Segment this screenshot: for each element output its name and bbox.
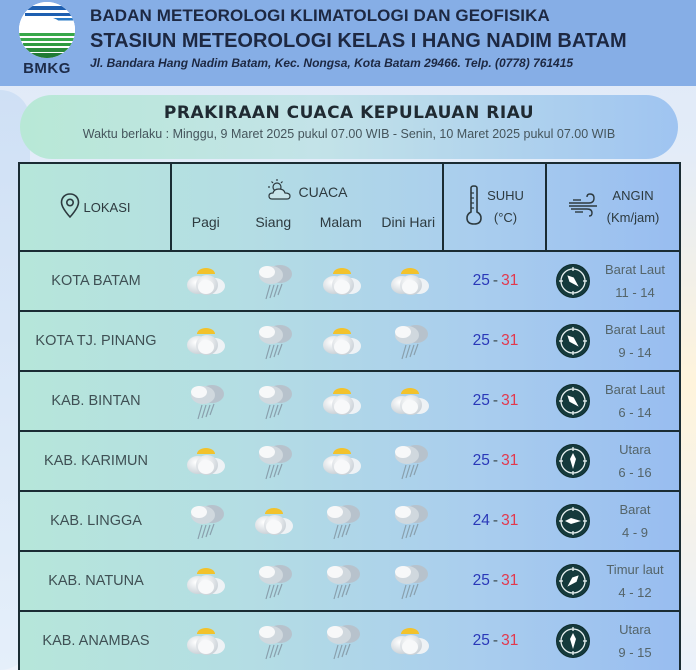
wind-direction: Barat Laut [605,382,665,397]
temp-separator: - [492,452,499,469]
cell-suhu [444,492,547,550]
cell-suhu [444,312,547,370]
light-rain-icon [240,321,308,361]
cell-cuaca [172,612,444,670]
partly-cloudy-icon [376,264,444,298]
station-name: STASIUN METEOROLOGI KELAS I HANG NADIM BATAM [90,30,627,52]
header-angin [547,164,679,250]
period-dini-hari: Dini Hari [381,214,436,230]
forecast-validity: Waktu berlaku : Minggu, 9 Maret 2025 pukul 07.00 WIB - Senin, 10 Maret 2025 pukul 07.00 WIB [82,127,616,141]
cell-lokasi [20,432,172,490]
cell-angin [547,372,679,430]
cell-lokasi [20,552,172,610]
partly-cloudy-icon [376,384,444,418]
cell-suhu [444,552,547,610]
station-address: Jl. Bandara Hang Nadim Batam, Kec. Nongsa, Kota Batam 29466. Telp. (0778) 761415 [90,56,574,70]
location-name: KAB. BINTAN [51,393,141,409]
light-rain-icon [376,561,444,601]
wind-direction: Utara [619,622,651,637]
table-row-kab-karimun [20,432,679,492]
temperature-range [444,612,547,670]
temp-separator: - [492,332,499,349]
wind-direction: Barat [619,502,651,517]
cell-cuaca [172,552,444,610]
header-lokasi-label: LOKASI [83,199,131,215]
cell-suhu [444,252,547,310]
compass-northwest-icon [555,263,591,299]
header-lokasi [20,164,172,250]
table-row-kab-anambas [20,612,679,670]
wind-direction: Barat Laut [605,322,665,337]
table-header-row [20,164,679,252]
partly-cloudy-icon [172,264,240,298]
wind-speed: 9 - 15 [618,645,652,660]
cell-lokasi [20,612,172,670]
wind-speed: 4 - 12 [618,585,652,600]
partly-cloudy-icon [172,564,240,598]
table-row-kab-natuna [20,552,679,612]
temp-max: 31 [501,512,519,529]
temp-min: 25 [472,272,490,289]
header-bar [0,0,696,86]
light-rain-icon [240,261,308,301]
wind-icon [567,192,603,223]
temp-min: 25 [472,332,490,349]
temp-max: 31 [501,332,519,349]
location-name: KAB. ANAMBAS [42,633,150,649]
partly-cloudy-icon [308,444,376,478]
partly-cloudy-icon [172,444,240,478]
temp-min: 25 [472,452,490,469]
compass-north-icon [555,443,591,479]
thermometer-icon [465,185,483,230]
temp-min: 25 [472,572,490,589]
partly-cloudy-icon [240,504,308,538]
cell-lokasi [20,372,172,430]
light-rain-icon [376,321,444,361]
bmkg-logo [16,2,78,84]
light-rain-icon [308,561,376,601]
temp-separator: - [492,272,499,289]
cell-angin [547,312,679,370]
header-cuaca-label: CUACA [298,183,348,200]
partly-cloudy-icon [308,384,376,418]
light-rain-icon [376,501,444,541]
light-rain-icon [240,441,308,481]
location-name: KAB. NATUNA [48,573,144,589]
cell-cuaca [172,252,444,310]
compass-northwest-icon [555,383,591,419]
compass-west-icon [555,503,591,539]
wind-speed: 4 - 9 [621,525,648,540]
temp-separator: - [492,632,499,649]
sun-cloud-icon [266,178,294,205]
table-row-kab-bintan [20,372,679,432]
light-rain-icon [240,381,308,421]
cell-cuaca [172,312,444,370]
period-siang: Siang [255,214,292,230]
wind-direction: Utara [619,442,651,457]
table-row-kota-batam [20,252,679,312]
light-rain-icon [240,561,308,601]
light-rain-icon [172,381,240,421]
header-angin-label: ANGIN [612,188,654,203]
partly-cloudy-icon [172,324,240,358]
table-row-kab-lingga [20,492,679,552]
header-cuaca [172,164,444,250]
temp-min: 24 [472,512,490,529]
temperature-range [444,432,547,490]
wind-speed: 6 - 16 [618,465,652,480]
temperature-range [444,552,547,610]
temperature-range [444,252,547,310]
compass-northeast-icon [555,563,591,599]
temp-max: 31 [501,572,519,589]
header-suhu [444,164,547,250]
agency-name: BADAN METEOROLOGI KLIMATOLOGI DAN GEOFISIKA [90,6,550,25]
forecast-table [18,162,681,670]
table-row-kota-tj-pinang [20,312,679,372]
temp-min: 25 [472,632,490,649]
cell-cuaca [172,432,444,490]
period-pagi: Pagi [191,214,220,230]
wind-speed: 9 - 14 [618,345,652,360]
bmkg-logo-text: BMKG [23,60,71,77]
cell-lokasi [20,312,172,370]
temp-separator: - [492,572,499,589]
wind-direction: Barat Laut [605,262,665,277]
location-name: KOTA TJ. PINANG [35,333,157,349]
cell-angin [547,612,679,670]
cell-suhu [444,372,547,430]
temperature-range [444,372,547,430]
cell-cuaca [172,492,444,550]
forecast-title-box [20,95,678,159]
wind-speed: 11 - 14 [615,285,655,300]
location-name: KAB. LINGGA [50,513,142,529]
temp-max: 31 [501,272,519,289]
header-suhu-unit: (°C) [493,210,518,225]
bmkg-logo-emblem [19,2,75,58]
wind-speed: 6 - 14 [618,405,652,420]
temp-separator: - [492,512,499,529]
light-rain-icon [376,441,444,481]
cell-angin [547,492,679,550]
period-malam: Malam [319,214,362,230]
cell-angin [547,252,679,310]
cell-suhu [444,612,547,670]
header-angin-unit: (Km/jam) [606,210,660,225]
light-rain-icon [308,501,376,541]
temp-min: 25 [472,392,490,409]
forecast-title: PRAKIRAAN CUACA KEPULAUAN RIAU [163,103,535,123]
header-suhu-label: SUHU [487,188,524,203]
cell-angin [547,432,679,490]
partly-cloudy-icon [376,624,444,658]
location-pin-icon [60,193,80,222]
temp-separator: - [492,392,499,409]
light-rain-icon [308,621,376,661]
temp-max: 31 [501,632,519,649]
partly-cloudy-icon [308,264,376,298]
temp-max: 31 [501,452,519,469]
cell-angin [547,552,679,610]
temperature-range [444,312,547,370]
temp-max: 31 [501,392,519,409]
cell-suhu [444,432,547,490]
wind-direction: Timur laut [606,562,664,577]
compass-northwest-icon [555,323,591,359]
cell-lokasi [20,252,172,310]
temperature-range [444,492,547,550]
location-name: KOTA BATAM [51,273,141,289]
light-rain-icon [172,501,240,541]
partly-cloudy-icon [172,624,240,658]
cell-lokasi [20,492,172,550]
location-name: KAB. KARIMUN [44,453,148,469]
light-rain-icon [240,621,308,661]
cell-cuaca [172,372,444,430]
compass-north-icon [555,623,591,659]
partly-cloudy-icon [308,324,376,358]
